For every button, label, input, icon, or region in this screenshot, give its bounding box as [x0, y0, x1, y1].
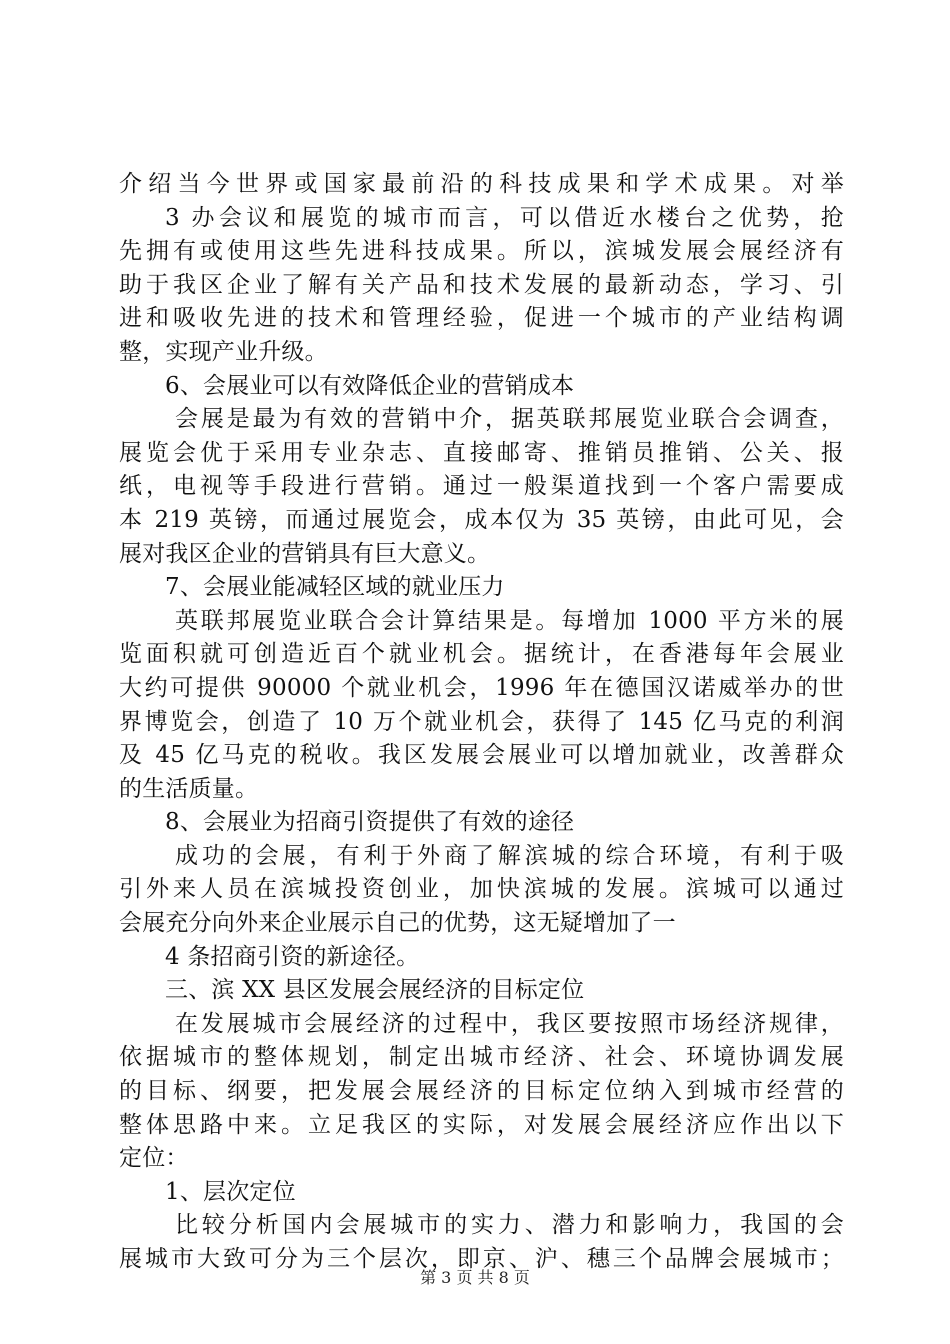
text-line: 先拥有或使用这些先进科技成果。所以，滨城发展会展经济有: [119, 238, 844, 265]
text-line: 依据城市的整体规划，制定出城市经济、社会、环境协调发展: [119, 1044, 844, 1071]
text-line: 会展是最为有效的营销中介，据英联邦展览业联合会调查，: [175, 406, 844, 433]
text-line: 定位：: [119, 1145, 189, 1172]
text-line: 展城市大致可分为三个层次，即京、沪、穗三个品牌会展城市；: [119, 1246, 844, 1272]
page-number: 第 3 页 共 8 页: [420, 1268, 530, 1287]
text-line: 展对我区企业的营销具有巨大意义。: [119, 540, 491, 567]
text-line: 英联邦展览业联合会计算结果是。每增加 1000 平方米的展: [175, 607, 844, 634]
text-line: 界博览会，创造了 10 万个就业机会，获得了 145 亿马克的利润: [119, 708, 844, 735]
text-line: 引外来人员在滨城投资创业，加快滨城的发展。滨城可以通过: [119, 876, 844, 903]
text-line: 展览会优于采用专业杂志、直接邮寄、推销员推销、公关、报: [119, 439, 844, 466]
text-line: 览面积就可创造近百个就业机会。据统计，在香港每年会展业: [119, 641, 844, 668]
text-line: 整体思路中来。立足我区的实际，对发展会展经济应作出以下: [119, 1111, 844, 1138]
text-line: 的目标、纲要，把发展会展经济的目标定位纳入到城市经营的: [119, 1078, 844, 1105]
section-heading: 1、层次定位: [165, 1178, 296, 1205]
text-line: 介绍当今世界或国家最前沿的科技成果和学术成果。对举: [119, 171, 844, 197]
text-line: 进和吸收先进的技术和管理经验，促进一个城市的产业结构调: [119, 305, 844, 332]
text-line: 本 219 英镑，而通过展览会，成本仅为 35 英镑，由此可见，会: [119, 506, 844, 533]
section-heading: 7、会展业能减轻区域的就业压力: [165, 574, 505, 601]
text-line: 成功的会展，有利于外商了解滨城的综合环境，有利于吸: [175, 842, 844, 869]
text-line: 会展充分向外来企业展示自己的优势，这无疑增加了一: [119, 910, 676, 937]
section-heading: 三、滨 XX 县区发展会展经济的目标定位: [165, 977, 585, 1004]
text-line: 大约可提供 90000 个就业机会，1996 年在德国汉诺威举办的世: [119, 674, 844, 701]
text-line: 纸，电视等手段进行营销。通过一般渠道找到一个客户需要成: [119, 473, 844, 500]
text-line: 4 条招商引资的新途径。: [165, 943, 420, 970]
text-line: 助于我区企业了解有关产品和技术发展的最新动态，学习、引: [119, 271, 844, 298]
section-heading: 8、会展业为招商引资提供了有效的途径: [165, 809, 575, 836]
body-text: [119, 168, 844, 1277]
text-line: 整，实现产业升级。: [119, 338, 328, 365]
text-line: 及 45 亿马克的税收。我区发展会展业可以增加就业，改善群众: [119, 742, 844, 769]
text-line: 的生活质量。: [119, 775, 259, 802]
section-heading: 6、会展业可以有效降低企业的营销成本: [165, 372, 575, 399]
text-line: 在发展城市会展经济的过程中，我区要按照市场经济规律，: [175, 1010, 844, 1037]
text-line: 比较分析国内会展城市的实力、潜力和影响力，我国的会: [175, 1212, 844, 1239]
text-line: 3 办会议和展览的城市而言，可以借近水楼台之优势，抢: [165, 204, 844, 231]
